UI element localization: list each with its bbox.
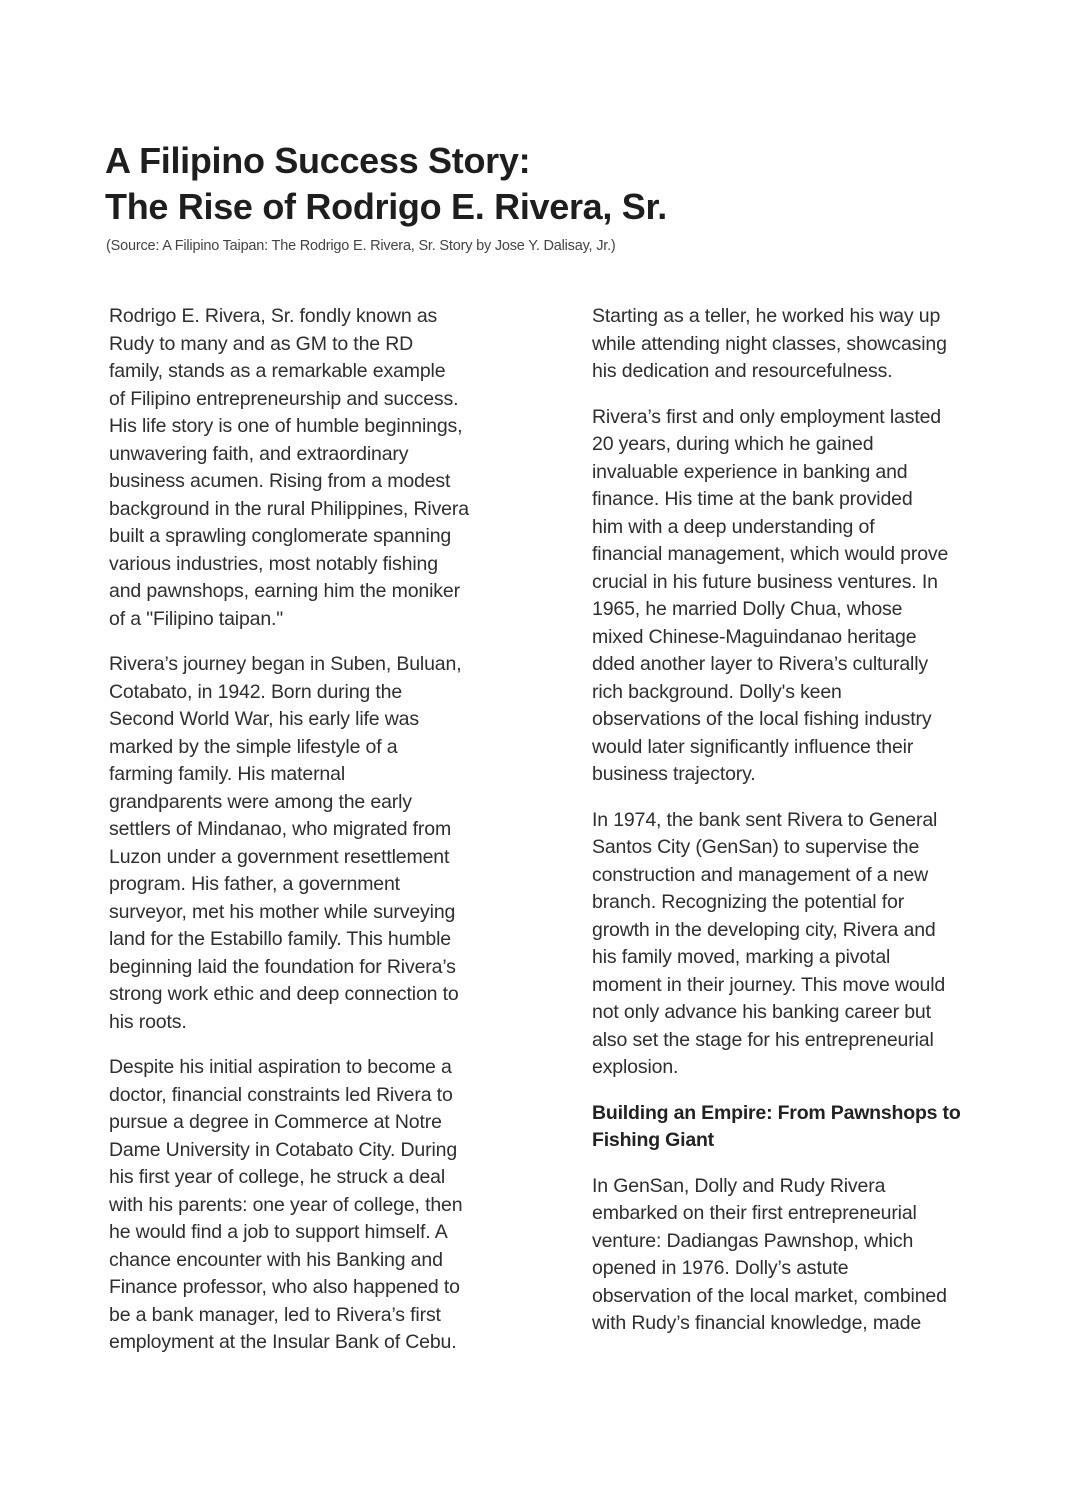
left-column <box>109 303 509 1375</box>
text-line: 1965, he married Dolly Chua, whose <box>592 598 903 620</box>
text-line: various industries, most notably fishing <box>109 552 438 575</box>
text-line: mixed Chinese-Maguindanao heritage <box>592 625 917 648</box>
text-line: farming family. His maternal <box>109 763 345 785</box>
text-line: with his parents: one year of college, then <box>109 1193 463 1216</box>
employment-paragraph <box>592 404 1002 789</box>
text-line: Santos City (GenSan) to supervise the <box>592 836 920 858</box>
text-line: In GenSan, Dolly and Rudy Rivera <box>592 1174 886 1197</box>
text-line: Despite his initial aspiration to become a <box>109 1056 452 1078</box>
text-line: his dedication and resourcefulness. <box>592 360 893 382</box>
text-line: Rivera’s first and only employment lasted <box>592 405 941 428</box>
text-line: his roots. <box>109 1010 187 1033</box>
text-line: surveyor, met his mother while surveying <box>109 900 456 923</box>
text-line: beginning laid the foundation for Rivera’s <box>109 955 456 978</box>
text-line: of a "Filipino taipan." <box>109 607 284 630</box>
text-line: explosion. <box>592 1056 679 1078</box>
text-line: Starting as a teller, he worked his way up <box>592 305 941 327</box>
text-line: Rodrigo E. Rivera, Sr. fondly known as <box>109 305 438 327</box>
source-citation: (Source: A Filipino Taipan: The Rodrigo E. Rivera, Sr. Story by Jose Y. Dalisay, Jr.) <box>106 238 616 254</box>
text-line: His life story is one of humble beginnings, <box>109 415 463 437</box>
title-line-2: The Rise of Rodrigo E. Rivera, Sr. <box>105 186 667 227</box>
text-line: background in the rural Philippines, Rivera <box>109 497 469 520</box>
text-line: finance. His time at the bank provided <box>592 488 913 510</box>
text-line: not only advance his banking career but <box>592 1001 931 1023</box>
text-line: Cotabato, in 1942. Born during the <box>109 680 403 703</box>
text-line: Rivera’s journey began in Suben, Buluan, <box>109 653 462 675</box>
text-line: financial management, which would prove <box>592 543 949 565</box>
text-line: invaluable experience in banking and <box>592 460 908 483</box>
text-line: moment in their journey. This move would <box>592 973 946 996</box>
text-line: settlers of Mindanao, who migrated from <box>109 818 452 840</box>
text-line: branch. Recognizing the potential for <box>592 891 905 913</box>
text-line: and pawnshops, earning him the moniker <box>109 580 460 602</box>
text-line: Rudy to many and as GM to the RD <box>109 332 414 355</box>
text-line: rich background. Dolly's keen <box>592 680 842 703</box>
text-line: unwavering faith, and extraordinary <box>109 442 409 465</box>
text-line: crucial in his future business ventures. In <box>592 570 938 593</box>
text-line: chance encounter with his Banking and <box>109 1248 443 1271</box>
pawnshop-paragraph <box>592 1173 1002 1338</box>
text-line: In 1974, the bank sent Rivera to General <box>592 808 938 831</box>
text-line: employment at the Insular Bank of Cebu. <box>109 1331 457 1353</box>
page-title <box>105 138 667 230</box>
text-line: family, stands as a remarkable example <box>109 360 446 382</box>
text-line: Finance professor, who also happened to <box>109 1276 460 1298</box>
text-line: observations of the local fishing industry <box>592 708 932 730</box>
text-line: doctor, financial constraints led Rivera to <box>109 1083 453 1106</box>
text-line: construction and management of a new <box>592 863 929 886</box>
text-line: Second World War, his early life was <box>109 708 419 730</box>
text-line: 20 years, during which he gained <box>592 433 874 455</box>
text-line: program. His father, a government <box>109 873 400 895</box>
text-line: business trajectory. <box>592 763 756 785</box>
gensan-move-paragraph <box>592 807 1002 1082</box>
text-line: embarked on their first entrepreneurial <box>592 1202 917 1224</box>
text-line: his first year of college, he struck a deal <box>109 1166 446 1188</box>
text-line: venture: Dadiangas Pawnshop, which <box>592 1229 914 1252</box>
intro-paragraph <box>109 303 509 633</box>
text-line: dded another layer to Rivera’s culturally <box>592 653 929 675</box>
right-column <box>592 303 1002 1356</box>
text-line: land for the Estabillo family. This humble <box>109 928 451 950</box>
text-line: be a bank manager, led to Rivera’s first <box>109 1303 441 1326</box>
text-line: Luzon under a government resettlement <box>109 845 450 868</box>
text-line: Dame University in Cotabato City. During <box>109 1138 458 1161</box>
text-line: while attending night classes, showcasing <box>592 332 947 355</box>
education-paragraph <box>109 1054 509 1357</box>
text-line: observation of the local market, combined <box>592 1284 947 1307</box>
title-line-1: A Filipino Success Story: <box>105 140 531 181</box>
text-line: business acumen. Rising from a modest <box>109 470 451 492</box>
text-line: growth in the developing city, Rivera and <box>592 918 936 941</box>
text-line: his family moved, marking a pivotal <box>592 946 891 968</box>
text-line: pursue a degree in Commerce at Notre <box>109 1111 442 1133</box>
subheading-line: Building an Empire: From Pawnshops to <box>592 1101 961 1124</box>
text-line: him with a deep understanding of <box>592 515 875 538</box>
text-line: also set the stage for his entrepreneurial <box>592 1028 934 1051</box>
text-line: built a sprawling conglomerate spanning <box>109 525 452 547</box>
subheading-line: Fishing Giant <box>592 1129 714 1151</box>
text-line: strong work ethic and deep connection to <box>109 983 459 1005</box>
text-line: opened in 1976. Dolly’s astute <box>592 1257 849 1279</box>
early-life-paragraph <box>109 651 509 1036</box>
section-heading-building-an-empire <box>592 1100 1002 1155</box>
text-line: marked by the simple lifestyle of a <box>109 735 398 758</box>
text-line: of Filipino entrepreneurship and success. <box>109 387 459 410</box>
text-line: with Rudy’s financial knowledge, made <box>592 1312 922 1334</box>
text-line: he would find a job to support himself. A <box>109 1221 448 1243</box>
teller-paragraph <box>592 303 1002 386</box>
text-line: would later significantly influence their <box>592 735 914 758</box>
text-line: grandparents were among the early <box>109 790 412 813</box>
